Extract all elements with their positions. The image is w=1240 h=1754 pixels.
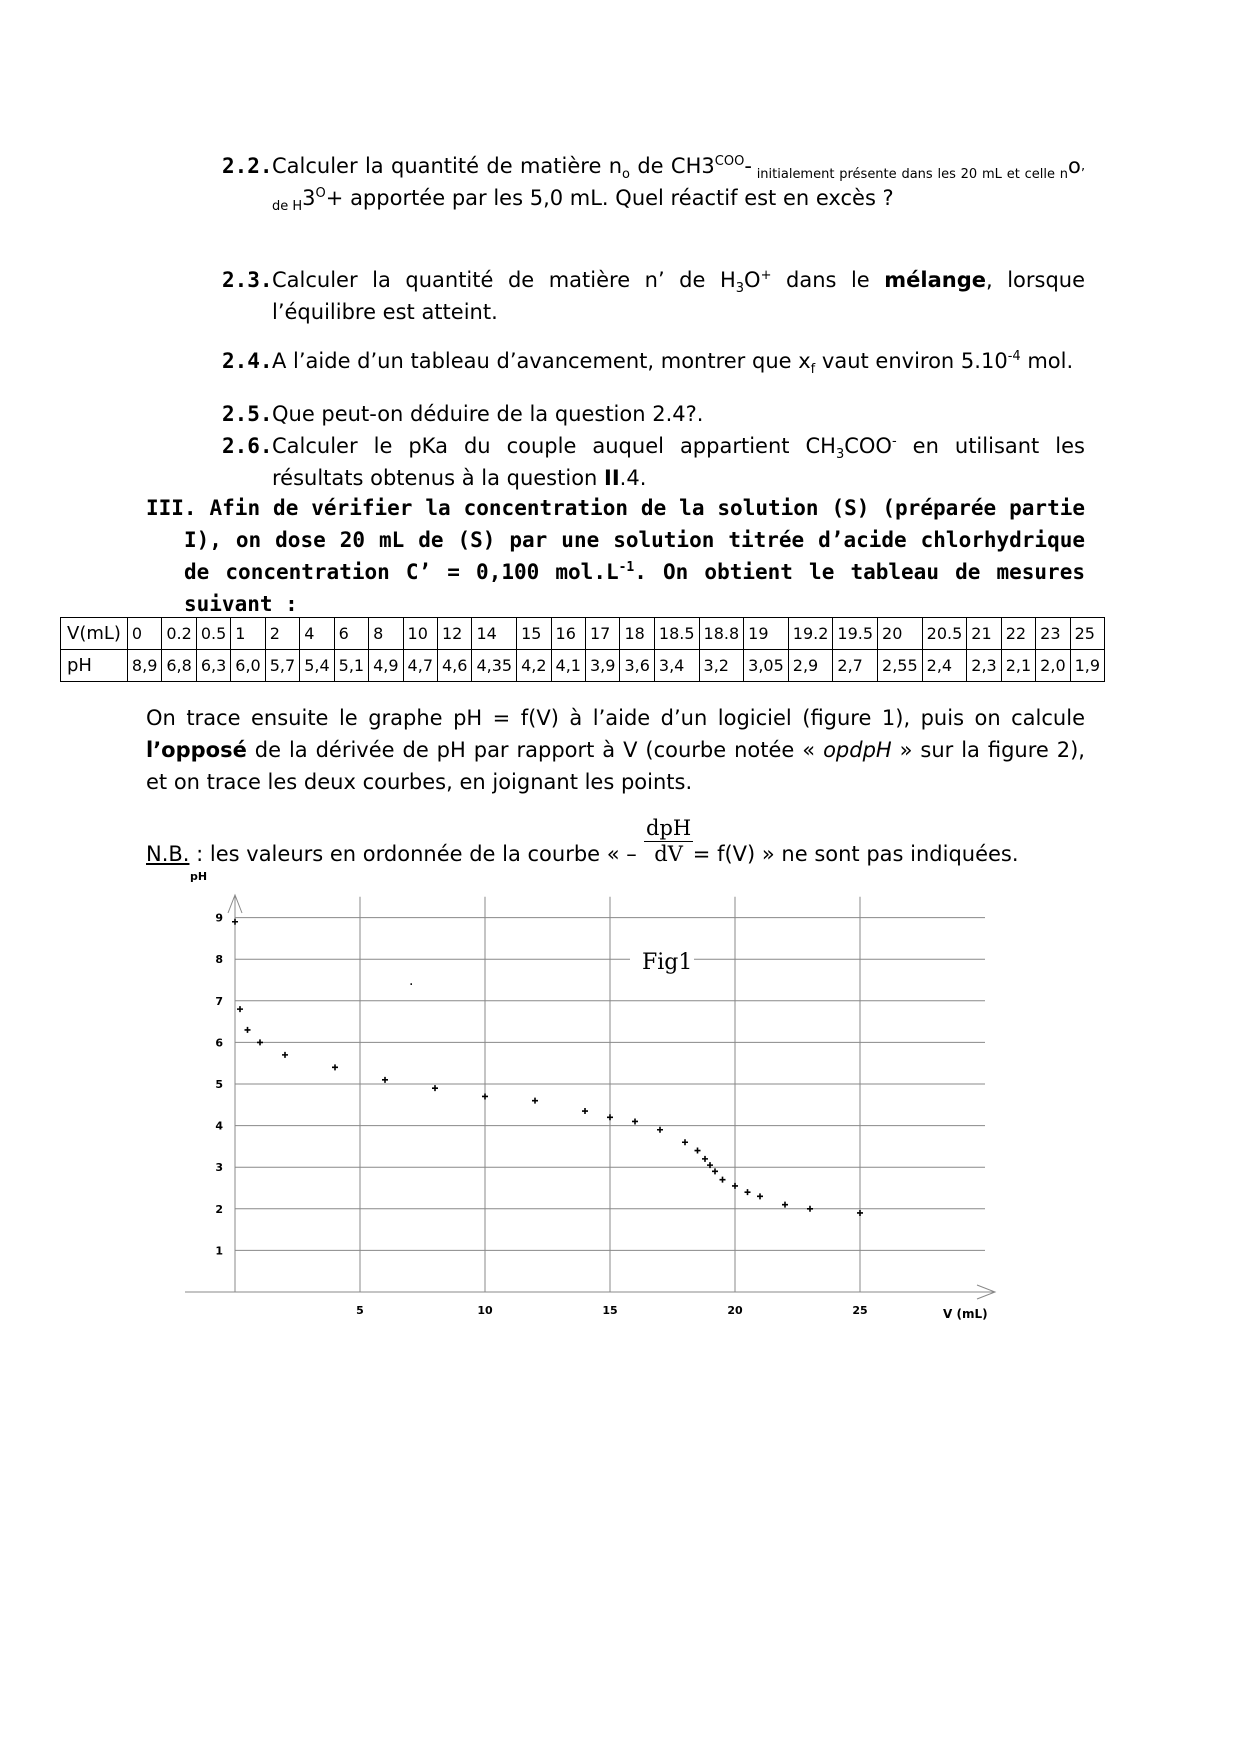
table-cell-ph: 8,9 <box>127 650 161 682</box>
data-point <box>720 1177 726 1183</box>
question-number: 2.2. <box>222 154 273 178</box>
table-cell-volume: 18 <box>620 618 654 650</box>
question-text-part: initialement présente dans les 20 mL et celle n <box>751 167 1068 183</box>
table-cell-ph: 2,9 <box>788 650 833 682</box>
question-text-part: + <box>325 186 344 210</box>
section-text-part: III. Afin de vérifier la concentration de la solution (S) (préparée partie I), on dose 20 mL de (S) par une solution titrée d’acide chlorhydrique de concentration C’ = 0,100 mol.L <box>146 496 1085 584</box>
table-cell-ph: 2,1 <box>1001 650 1035 682</box>
y-tick-label: 9 <box>215 911 223 925</box>
table-cell-volume: 18.8 <box>699 618 744 650</box>
data-point <box>432 1085 438 1091</box>
question-text-part: - <box>744 154 752 178</box>
data-point <box>745 1189 751 1195</box>
question-text-part: Calculer le pKa du couple auquel appartient CH <box>272 434 836 458</box>
y-tick-label: 4 <box>215 1119 223 1133</box>
question-text-part: 3 <box>302 186 316 210</box>
table-cell-volume: 16 <box>551 618 585 650</box>
paragraph-part: opdpH <box>823 738 892 762</box>
data-point <box>382 1077 388 1083</box>
question-text-part: ’ de H <box>272 167 1085 215</box>
table-cell-ph: 3,9 <box>585 650 619 682</box>
table-cell-ph: 3,4 <box>654 650 699 682</box>
data-point <box>632 1118 638 1124</box>
question-text-part: Calculer la quantité de matière n’ de H <box>272 268 736 292</box>
table-cell-volume: 1 <box>231 618 265 650</box>
table-cell-volume: 0.5 <box>196 618 230 650</box>
data-point <box>532 1098 538 1104</box>
x-tick-label: 5 <box>356 1304 364 1317</box>
question-number: 2.6. <box>222 434 273 458</box>
table-cell-ph: 6,3 <box>196 650 230 682</box>
question-text-part: Calculer la quantité de matière n <box>272 154 623 178</box>
table-cell-volume: 25 <box>1070 618 1104 650</box>
data-point <box>732 1183 738 1189</box>
data-point <box>237 1006 243 1012</box>
section-text-part: -1 <box>618 560 635 575</box>
question-text-part: f <box>810 362 816 378</box>
x-tick-label: 20 <box>727 1304 743 1317</box>
table-cell-ph: 1,9 <box>1070 650 1104 682</box>
table-cell-ph: 2,4 <box>922 650 967 682</box>
nb-text-after: = f(V) » ne sont pas indiquées. <box>692 842 1019 866</box>
data-point <box>582 1108 588 1114</box>
table-cell-ph: 6,8 <box>162 650 196 682</box>
paragraph-part: On trace ensuite le graphe pH = f(V) à l’aide d’un logiciel (figure 1), puis on calcule <box>146 706 1085 730</box>
table-cell-ph: 4,35 <box>472 650 517 682</box>
table-cell-ph: 6,0 <box>231 650 265 682</box>
chart-title: Fig1 <box>642 950 693 975</box>
row-label-volume: V(mL) <box>61 618 128 650</box>
nb-text-before: : les valeurs en ordonnée de la courbe « – <box>189 842 637 866</box>
question-text-part: vaut environ 5.10 <box>815 349 1008 373</box>
y-tick-label: 1 <box>215 1244 223 1258</box>
y-tick-label: 5 <box>215 1078 223 1091</box>
question-text-part: COO <box>844 434 892 458</box>
question-text-part: + <box>760 268 772 283</box>
table-cell-ph: 5,1 <box>334 650 368 682</box>
chart-axes <box>185 895 995 1299</box>
question-text-part: .4. <box>619 466 647 490</box>
data-point <box>712 1168 718 1174</box>
data-point <box>657 1127 663 1133</box>
x-tick-label: 25 <box>852 1304 868 1317</box>
paragraph-part: l’opposé <box>146 738 247 762</box>
data-point <box>757 1193 763 1199</box>
question-text-part: O <box>744 268 761 292</box>
table-cell-volume: 18.5 <box>654 618 699 650</box>
question-text-part: -4 <box>1007 349 1021 364</box>
paragraph-part: de la dérivée de pH par rapport à V (courbe notée « <box>246 738 824 762</box>
data-point <box>857 1210 863 1216</box>
chart-points <box>232 919 863 1216</box>
section-text-part: . On obtient le tableau de mesures suivant : <box>184 560 1085 616</box>
y-tick-label: 8 <box>215 953 223 967</box>
table-cell-ph: 3,2 <box>699 650 744 682</box>
table-cell-volume: 0 <box>127 618 161 650</box>
table-cell-ph: 2,7 <box>833 650 878 682</box>
table-cell-volume: 20 <box>878 618 923 650</box>
data-point <box>232 919 238 925</box>
table-cell-volume: 21 <box>967 618 1001 650</box>
stray-dot: . <box>409 973 414 989</box>
question-text-part: COO <box>714 154 745 169</box>
table-cell-volume: 4 <box>300 618 334 650</box>
data-point <box>607 1114 613 1120</box>
data-point <box>782 1202 788 1208</box>
table-cell-ph: 4,6 <box>438 650 472 682</box>
question-text-part: en utilisant les résultats obtenus à la question <box>272 434 1085 490</box>
data-point <box>807 1206 813 1212</box>
table-cell-ph: 4,2 <box>517 650 551 682</box>
table-cell-volume: 22 <box>1001 618 1035 650</box>
question-text-part: II <box>604 466 620 490</box>
question-text-part: 3 <box>835 447 845 463</box>
data-point <box>332 1064 338 1070</box>
x-tick-label: 10 <box>477 1304 493 1317</box>
table-cell-volume: 15 <box>517 618 551 650</box>
question-text-part: , lorsque l’équilibre est atteint. <box>272 268 1086 324</box>
question-text-part: o <box>622 167 630 183</box>
y-tick-label: 7 <box>215 994 223 1008</box>
table-cell-volume: 10 <box>403 618 437 650</box>
data-point <box>245 1027 251 1033</box>
question-text-part: - <box>891 434 897 449</box>
y-tick-label: 3 <box>215 1161 223 1175</box>
nb-label: N.B. <box>146 842 190 866</box>
table-cell-ph: 5,7 <box>265 650 299 682</box>
question-text-part: apportée par les 5,0 mL. Quel réactif est en excès ? <box>343 186 894 210</box>
table-cell-volume: 19 <box>744 618 789 650</box>
question-text-part: A l’aide d’un tableau d’avancement, montrer que x <box>272 349 811 373</box>
x-tick-label: 15 <box>602 1304 618 1317</box>
question-number: 2.5. <box>222 402 273 426</box>
fraction-denominator: dV <box>654 842 683 866</box>
table-cell-volume: 17 <box>585 618 619 650</box>
question-text-part: dans le <box>771 268 885 292</box>
table-cell-ph: 3,05 <box>744 650 789 682</box>
table-cell-volume: 19.2 <box>788 618 833 650</box>
paragraph-part: » sur la figure 2), et on trace les deux courbes, en joignant les points. <box>146 738 1085 794</box>
data-point <box>682 1139 688 1145</box>
table-cell-ph: 2,3 <box>967 650 1001 682</box>
table-cell-ph: 4,9 <box>369 650 403 682</box>
table-cell-volume: 6 <box>334 618 368 650</box>
question-text-part: O <box>315 186 326 201</box>
table-cell-volume: 20.5 <box>922 618 967 650</box>
table-cell-ph: 2,0 <box>1036 650 1070 682</box>
table-cell-ph: 3,6 <box>620 650 654 682</box>
table-cell-ph: 4,7 <box>403 650 437 682</box>
data-point <box>702 1156 708 1162</box>
y-axis-label: pH <box>190 870 208 883</box>
question-text-part: de CH <box>630 154 702 178</box>
table-cell-volume: 2 <box>265 618 299 650</box>
row-label-ph: pH <box>61 650 128 682</box>
table-cell-volume: 14 <box>472 618 517 650</box>
data-point <box>482 1093 488 1099</box>
table-cell-volume: 19.5 <box>833 618 878 650</box>
question-text-part: mol. <box>1020 349 1074 373</box>
data-point <box>282 1052 288 1058</box>
y-tick-label: 2 <box>215 1202 223 1216</box>
chart-grid <box>235 897 985 1292</box>
chart-tick-labels <box>215 912 867 1317</box>
table-cell-volume: 12 <box>438 618 472 650</box>
data-point <box>257 1039 263 1045</box>
table-cell-volume: 8 <box>369 618 403 650</box>
table-cell-ph: 4,1 <box>551 650 585 682</box>
data-point <box>695 1148 701 1154</box>
table-cell-volume: 23 <box>1036 618 1070 650</box>
question-text-part: Que peut-on déduire de la question 2.4?. <box>272 402 704 426</box>
question-text-part: 3 <box>735 281 745 297</box>
question-number: 2.4. <box>222 349 273 373</box>
question-text-part: mélange <box>884 268 986 292</box>
fraction-numerator: dpH <box>646 816 692 840</box>
question-text-part: 3 <box>701 154 715 178</box>
table-cell-ph: 2,55 <box>878 650 923 682</box>
table-cell-volume: 0.2 <box>162 618 196 650</box>
y-tick-label: 6 <box>215 1036 223 1050</box>
x-axis-label: V (mL) <box>943 1307 988 1321</box>
question-number: 2.3. <box>222 268 273 292</box>
table-cell-ph: 5,4 <box>300 650 334 682</box>
question-text-part: o <box>1068 154 1081 178</box>
